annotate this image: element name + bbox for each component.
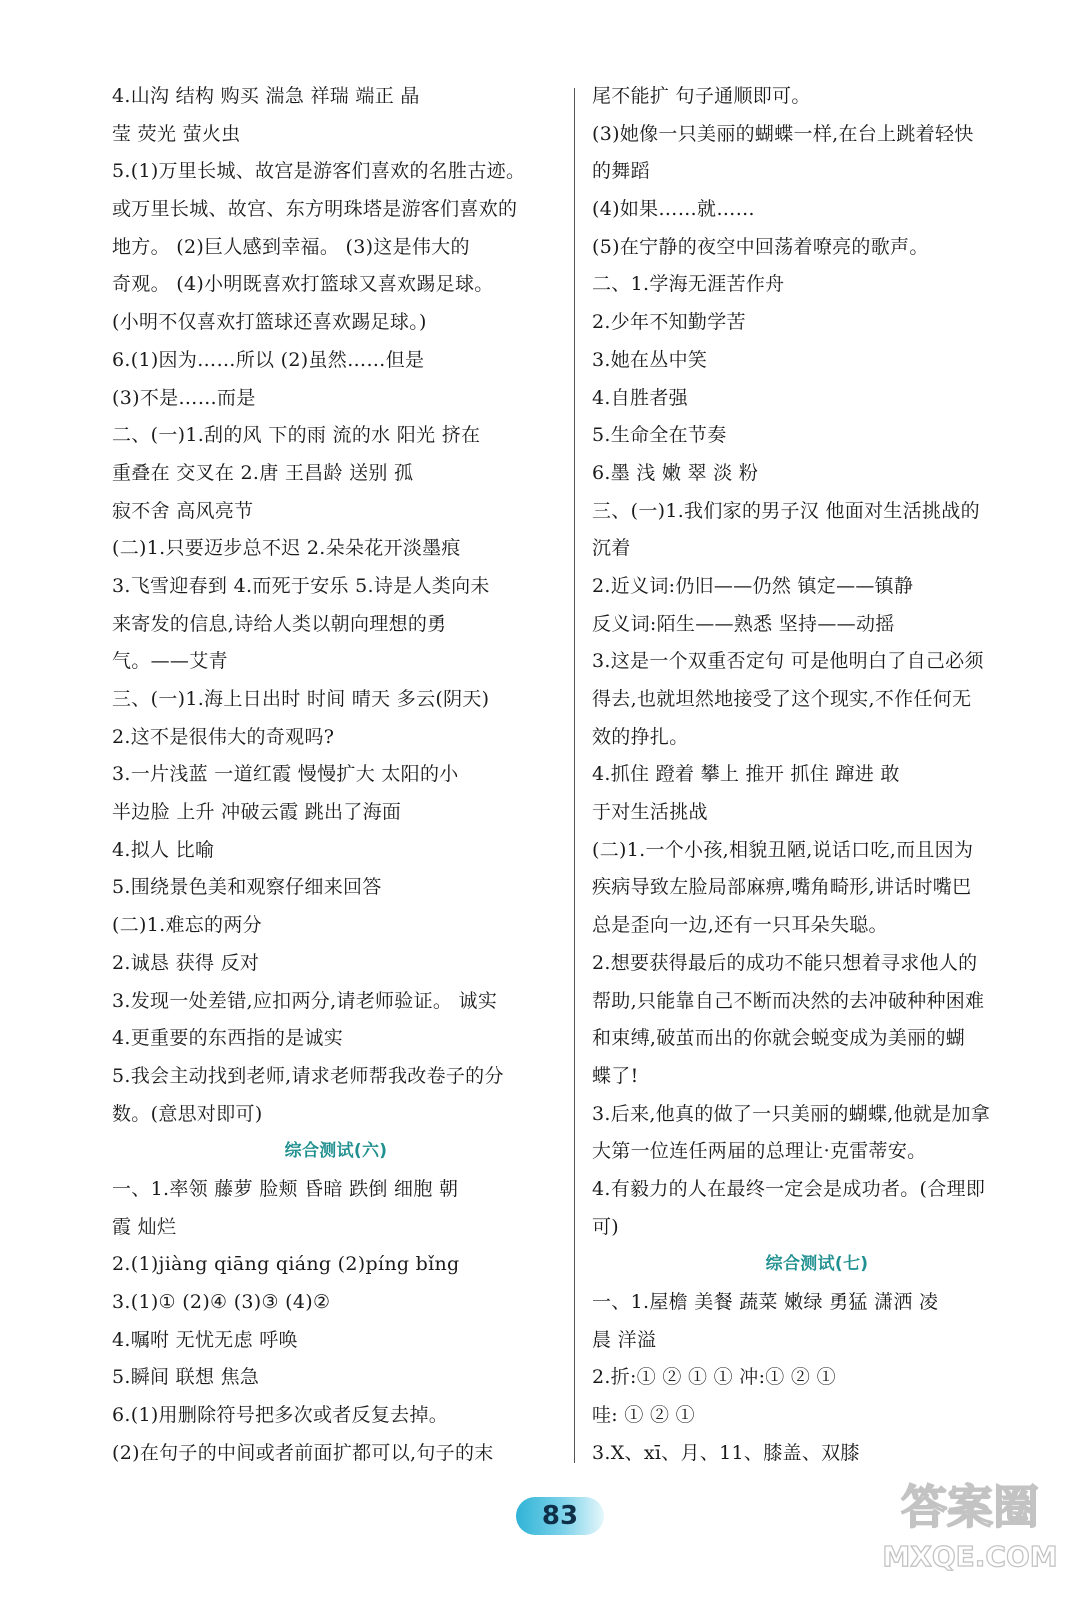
answer-line: (3)不是……而是 [112, 386, 256, 409]
answer-line: 奇观。 (4)小明既喜欢打篮球又喜欢踢足球。 [112, 273, 494, 296]
answer-line: 2.折:① ② ① ① 冲:① ② ① [592, 1366, 836, 1389]
answer-line: 一、1.屋檐 美餐 蔬菜 嫩绿 勇猛 潇洒 凌 [592, 1291, 939, 1313]
answer-line: 二、(一)1.刮的风 下的雨 流的水 阳光 挤在 [112, 424, 481, 447]
section-heading: 综合测试(七) [765, 1254, 869, 1275]
answer-line: 寂不舍 高风亮节 [112, 499, 254, 522]
answer-line: 4.山沟 结构 购买 湍急 祥瑞 端正 晶 [112, 85, 420, 107]
answer-line: 效的挣扎。 [592, 725, 689, 748]
answer-line: 哇: ① ② ① [592, 1404, 695, 1427]
answer-line: 反义词:陌生——熟悉 坚持——动摇 [592, 612, 895, 635]
answer-line: 5.生命全在节奏 [592, 424, 727, 447]
section-heading: 综合测试(六) [284, 1141, 388, 1162]
answer-line: 2.少年不知勤学苦 [592, 311, 746, 334]
answer-line: 2.诚恳 获得 反对 [112, 951, 260, 974]
answer-line: 4.拟人 比喻 [112, 838, 215, 861]
answer-line: 3.飞雪迎春到 4.而死于安乐 5.诗是人类向未 [112, 574, 490, 597]
answer-line: 一、1.率领 藤萝 脸颊 昏暗 跌倒 细胞 朝 [112, 1177, 459, 1200]
answer-line: 蝶了! [592, 1064, 639, 1087]
answer-line: (5)在宁静的夜空中回荡着嘹亮的歌声。 [592, 235, 929, 258]
answer-line: 大第一位连任两届的总理让·克雷蒂安。 [592, 1140, 927, 1163]
answer-line: 霞 灿烂 [112, 1215, 177, 1238]
answer-line: (二)1.只要迈步总不迟 2.朵朵花开淡墨痕 [112, 537, 461, 560]
answer-line: 6.(1)用删除符号把多次或者反复去掉。 [112, 1404, 449, 1427]
answer-line: 重叠在 交叉在 2.唐 王昌龄 送别 孤 [112, 461, 414, 484]
page-number-badge [516, 1497, 604, 1535]
right-column [592, 78, 1042, 1472]
answer-line: (2)在句子的中间或者前面扩都可以,句子的末 [112, 1441, 494, 1464]
column-divider [574, 88, 575, 1463]
watermark-text: 答案圈 [901, 1480, 1039, 1534]
left-column [112, 78, 560, 1472]
watermark-url: MXQE.COM [882, 1540, 1058, 1573]
answer-line: 3.她在丛中笑 [592, 348, 708, 371]
answer-line: (二)1.一个小孩,相貌丑陋,说话口吃,而且因为 [592, 838, 974, 861]
answer-line: 来寄发的信息,诗给人类以朝向理想的勇 [112, 612, 447, 635]
answer-line: (小明不仅喜欢打篮球还喜欢踢足球。) [112, 311, 427, 334]
answer-line: 2.想要获得最后的成功不能只想着寻求他人的 [592, 951, 978, 974]
answer-line: 总是歪向一边,还有一只耳朵失聪。 [592, 914, 888, 937]
answer-line: 5.围绕景色美和观察仔细来回答 [112, 876, 382, 899]
answer-line: 二、1.学海无涯苦作舟 [592, 273, 785, 296]
answer-line: 或万里长城、故宫、东方明珠塔是游客们喜欢的 [112, 198, 518, 221]
answer-line: 6.墨 浅 嫩 翠 淡 粉 [592, 461, 759, 484]
answer-line: 3.后来,他真的做了一只美丽的蝴蝶,他就是加拿 [592, 1102, 991, 1125]
answer-line: 地方。 (2)巨人感到幸福。 (3)这是伟大的 [112, 235, 470, 258]
answer-line: 5.我会主动找到老师,请求老师帮我改卷子的分 [112, 1064, 504, 1087]
answer-line: 3.X、xī、月、11、膝盖、双膝 [592, 1441, 860, 1464]
answer-line: 2.近义词:仍旧——仍然 镇定——镇静 [592, 574, 914, 597]
answer-line: (二)1.难忘的两分 [112, 914, 262, 937]
answer-line: 于对生活挑战 [592, 801, 708, 824]
answer-line: 5.瞬间 联想 焦急 [112, 1366, 260, 1389]
answer-line: (4)如果……就…… [592, 198, 755, 221]
answer-line: 3.发现一处差错,应扣两分,请老师验证。 诚实 [112, 989, 498, 1012]
answer-line: 得去,也就坦然地接受了这个现实,不作任何无 [592, 688, 972, 710]
answer-line: 沉着 [592, 537, 631, 560]
answer-line: 和束缚,破茧而出的你就会蜕变成为美丽的蝴 [592, 1027, 966, 1050]
answer-line: 三、(一)1.海上日出时 时间 晴天 多云(阴天) [112, 688, 490, 710]
answer-line: 3.(1)① (2)④ (3)③ (4)② [112, 1291, 331, 1313]
answer-line: 三、(一)1.我们家的男子汉 他面对生活挑战的 [592, 499, 980, 522]
answer-line: 莹 荧光 萤火虫 [112, 122, 241, 145]
answer-line: 4.抓住 蹬着 攀上 推开 抓住 蹿进 敢 [592, 763, 900, 786]
answer-line: 帮助,只能靠自己不断而决然的去冲破种种困难 [592, 989, 985, 1012]
answer-line: 可) [592, 1215, 620, 1238]
answer-line: 4.更重要的东西指的是诚实 [112, 1027, 344, 1050]
watermark-logo [875, 1468, 1065, 1578]
answer-line: 数。(意思对即可) [112, 1102, 263, 1125]
answer-line: (3)她像一只美丽的蝴蝶一样,在台上跳着轻快 [592, 122, 974, 145]
answer-line: 4.嘱咐 无忧无虑 呼唤 [112, 1328, 298, 1351]
answer-line: 4.自胜者强 [592, 386, 688, 409]
answer-line: 半边脸 上升 冲破云霞 跳出了海面 [112, 801, 402, 824]
answer-line: 2.这不是很伟大的奇观吗? [112, 725, 335, 748]
answer-line: 气。——艾青 [112, 650, 228, 673]
answer-line: 5.(1)万里长城、故宫是游客们喜欢的名胜古迹。 [112, 160, 526, 183]
answer-line: 3.一片浅蓝 一道红霞 慢慢扩大 太阳的小 [112, 763, 459, 786]
answer-line: 晨 洋溢 [592, 1328, 657, 1351]
answer-line: 6.(1)因为……所以 (2)虽然……但是 [112, 348, 425, 371]
answer-line: 2.(1)jiàng qiāng qiáng (2)píng bǐng [112, 1253, 460, 1276]
page-number: 83 [541, 1501, 579, 1531]
answer-line: 的舞蹈 [592, 160, 650, 183]
answer-line: 4.有毅力的人在最终一定会是成功者。(合理即 [592, 1177, 986, 1200]
answer-line: 疾病导致左脸局部麻痹,嘴角畸形,讲话时嘴巴 [592, 876, 972, 899]
answer-line: 尾不能扩 句子通顺即可。 [592, 85, 811, 107]
answer-line: 3.这是一个双重否定句 可是他明白了自己必须 [592, 650, 984, 673]
